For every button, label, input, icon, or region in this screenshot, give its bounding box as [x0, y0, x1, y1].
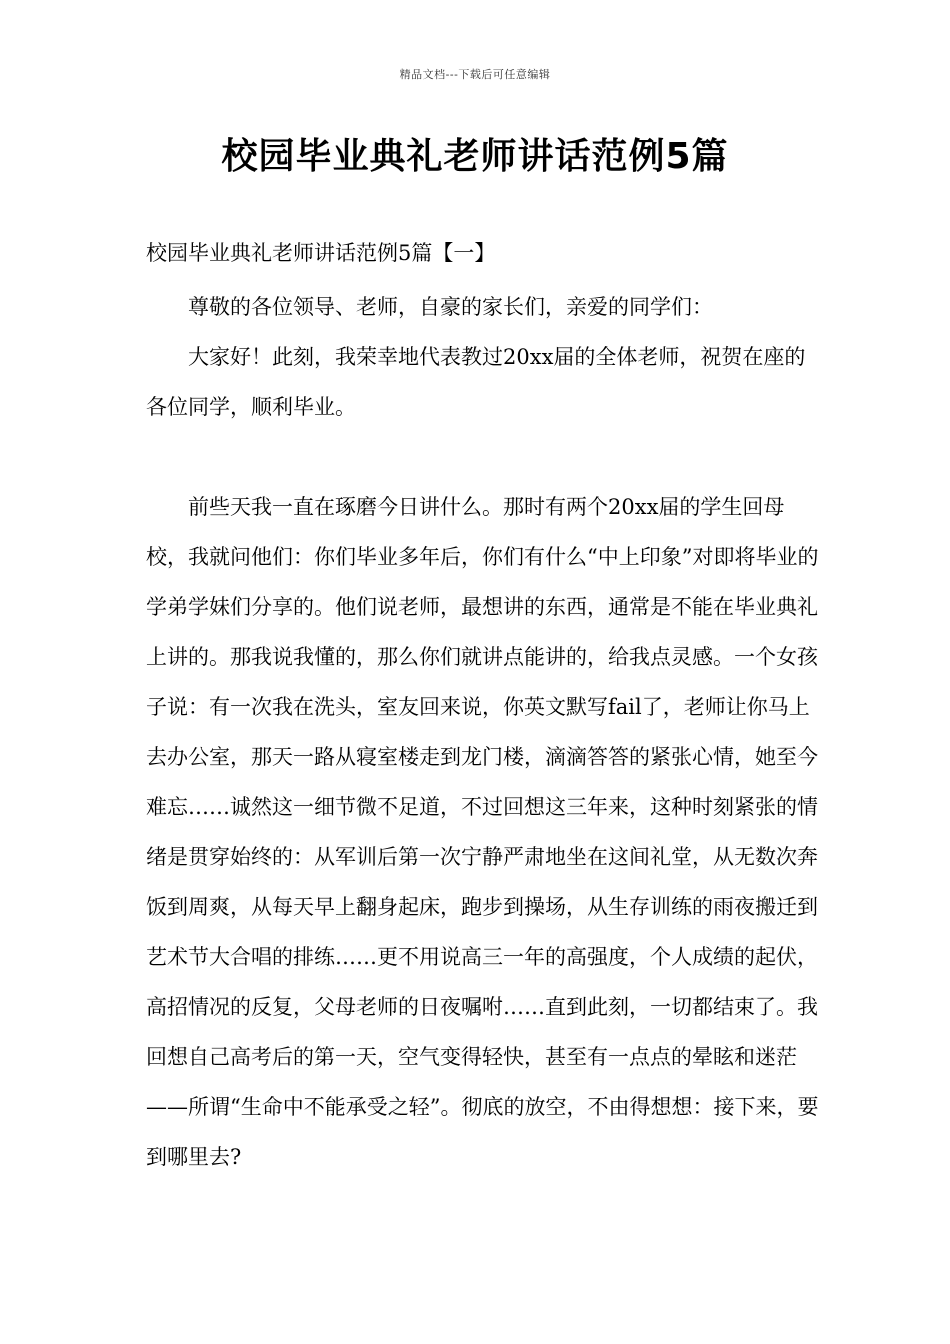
page-header-watermark: 精品文档---下载后可任意编辑 [399, 68, 551, 81]
paragraph-gap [146, 432, 826, 482]
body-paragraph: 前些天我一直在琢磨今日讲什么。那时有两个20xx届的学生回母校，我就问他们：你们毕业多年后，你们有什么“中上印象”对即将毕业的学弟学妹们分享的。他们说老师，最想讲的东西，通常是不能在毕业典礼上讲的。那我说我懂的，那么你们就讲点能讲的，给我点灵感。一个女孩子说：有一次我在洗头，室友回来说，你英文默写fail了，老师让你马上去办公室，那天一路从寝室楼走到龙门楼，滴滴答答的紧张心情，她至今难忘……诚然这一细节微不足道，不过回想这三年来，这种时刻紧张的情绪是贯穿始终的：从军训后第一次宁静严肃地坐在这间礼堂，从无数次奔饭到周爽，从每天早上翻身起床，跑步到操场，从生存训练的雨夜搬迁到艺术节大合唱的排练……更不用说高三一年的高强度，个人成绩的起伏，高招情况的反复，父母老师的日夜嘱咐……直到此刻，一切都结束了。我回想自己高考后的第一天，空气变得轻快，甚至有一点点的晕眩和迷茫——所谓“生命中不能承受之轻”。彻底的放空，不由得想想：接下来，要到哪里去? [146, 495, 819, 1169]
section-heading: 校园毕业典礼老师讲话范例5篇【一】 [146, 241, 496, 265]
document-body [146, 228, 826, 1182]
document-title: 校园毕业典礼老师讲话范例5篇 [221, 136, 729, 177]
salutation-paragraph: 尊敬的各位领导、老师，自豪的家长们，亲爱的同学们： [188, 295, 713, 319]
greeting-paragraph: 大家好！此刻，我荣幸地代表教过20xx届的全体老师，祝贺在座的各位同学，顺利毕业。 [146, 345, 806, 419]
